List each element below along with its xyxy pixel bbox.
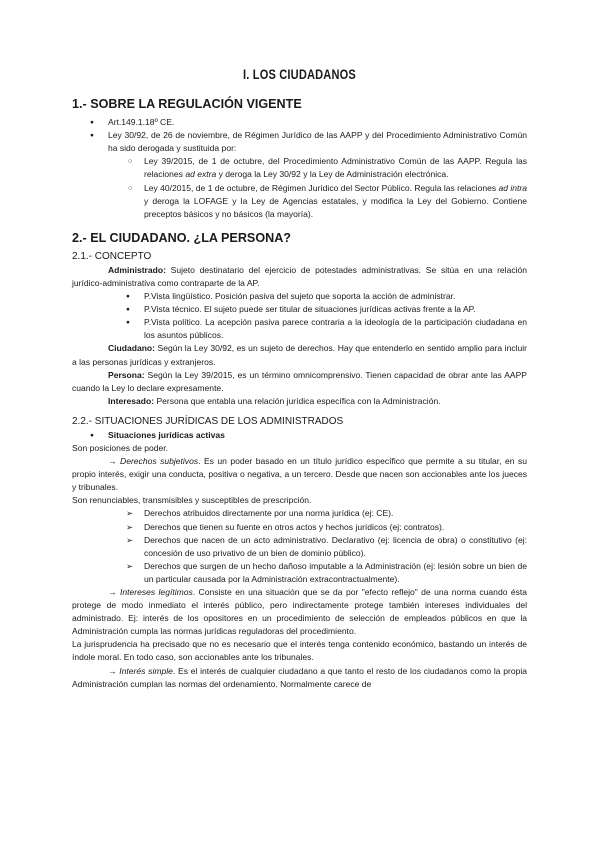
text: . Es el interés de cualquier ciudadano a que tanto el resto de los ciudadanos como la propia Administración cumplan las normas del ordenamiento. Normalmente carece de (72, 665, 527, 689)
subsection-2-1-heading: 2.1.- CONCEPTO (72, 250, 152, 262)
document-title: I. LOS CIUDADANOS (243, 67, 356, 82)
term-label: Administrado: (108, 264, 166, 275)
paragraph-interesado (72, 395, 527, 408)
bold-text: Situaciones jurídicas activas (108, 429, 225, 440)
list-item: ● P.Vista lingüístico. Posición pasiva del sujeto que soporta la acción de administrar. (144, 290, 527, 303)
term-label: Persona: (108, 369, 145, 380)
paragraph-interes-simple (72, 665, 527, 691)
text: Según la Ley 39/2015, es un término omnicomprensivo. Tienen capacidad de obrar ante las AAPP cuando la Ley lo declare expresamente. (72, 369, 527, 393)
list-item (144, 182, 527, 221)
italic-text: ad extra (185, 169, 217, 180)
rights-list (72, 507, 527, 586)
text: y deroga la Ley 30/92 y la Ley de Administración electrónica. (216, 169, 449, 180)
active-situations-list (72, 429, 527, 442)
text: Persona que entabla una relación jurídica específica con la Administración. (154, 395, 441, 406)
viewpoints-list (72, 290, 527, 342)
text: . Consiste en una situación que se da por "efecto reflejo" de una norma cuando ésta protege de modo inmediato el interés público, pero indirectamente protege también intereses individuales del administrado. Ej: interés de los opositores en un procedimiento de selección de empleados públicos en que la Administración cumpla las normas jurídicas reguladoras del procedimiento. (72, 587, 528, 637)
paragraph-administrado (72, 264, 527, 290)
italic-term: Derechos subjetivos (120, 456, 199, 467)
list-item: ➢ Derechos que nacen de un acto administrativo. Declarativo (ej: licencia de obra) o constitutivo (ej: concesión de uso privativo de un bien de dominio público). (144, 534, 527, 560)
list-item: ➢ Derechos que tienen su fuente en otros actos y hechos jurídicos (ej: contratos). (144, 521, 527, 534)
list-item (108, 129, 527, 155)
text: Ley 40/2015, de 1 de octubre, de Régimen Jurídico del Sector Público. Regula las relaciones (144, 182, 499, 193)
paragraph-persona (72, 369, 527, 395)
list-item: ● P.Vista político. La acepción pasiva parece contraria a la ideología de la participación ciudadana en los asuntos públicos. (144, 316, 527, 342)
arrow-icon: → (108, 587, 120, 597)
term-label: Ciudadano: (108, 343, 156, 354)
paragraph-jurisprudencia: La jurisprudencia ha precisado que no es necesario que el interés tenga contenido económico, bastando un interés de índole moral. En todo caso, son accionables ante los tribunales. (72, 639, 527, 663)
text: Ley 39/2015, de 1 de octubre, del Procedimiento Administrativo Común de las AAPP. Regula las relaciones (144, 156, 527, 180)
italic-text: ad intra (498, 182, 527, 193)
text: Sujeto destinatario del ejercicio de potestades administrativas. Se sitúa en una relación jurídico-administrativa como contraparte de la AP. (72, 264, 527, 288)
list-item (144, 155, 527, 181)
list-item-text: Ley 30/92, de 26 de noviembre, de Régimen Jurídico de las AAPP y del Procedimiento Administrativo Común ha sido derogada y sustituida por: (108, 130, 527, 154)
paragraph-ciudadano (72, 342, 527, 368)
subsection-2-2-heading: 2.2.- SITUACIONES JURÍDICAS DE LOS ADMINISTRADOS (72, 415, 344, 427)
section-1-heading: 1.- SOBRE LA REGULACIÓN VIGENTE (72, 97, 302, 112)
list-item (108, 429, 527, 442)
text: Según la Ley 30/92, es un sujeto de derechos. Hay que entenderlo en sentido amplio para incluir a las personas jurídicas y extranjeros. (72, 343, 527, 367)
text: . Es un poder basado en un título jurídico específico que permite a su titular, en su propio interés, exigir una conducta, positiva o negativa, a un tercero. Desde que nacen son accionables ante los jueces y tribunales. (72, 456, 528, 493)
laws-sublist (72, 155, 527, 220)
arrow-icon: → (108, 456, 121, 467)
text: y deroga la LOFAGE y la Ley de Agencias estatales, y modifica la Ley del Gobierno. Contiene preceptos básicos y no básicos (la mayoría). (144, 195, 527, 219)
list-item: ➢ Derechos atribuidos directamente por una norma jurídica (ej: CE). (144, 507, 527, 520)
paragraph-posiciones: Son posiciones de poder. (72, 442, 168, 453)
section-2-heading: 2.- EL CIUDADANO. ¿LA PERSONA? (72, 230, 292, 245)
section-1-list (72, 116, 527, 155)
arrow-icon: → (108, 665, 120, 676)
list-item: ● Art.149.1.18º CE. (108, 116, 527, 129)
list-item: ➢ Derechos que surgen de un hecho dañoso imputable a la Administración (ej: lesión sobre un bien de un particular causada por la Administración extracontractualmente). (144, 560, 527, 586)
term-label: Interesado: (108, 395, 155, 406)
italic-term: Interés simple (119, 665, 173, 676)
list-item: ● P.Vista técnico. El sujeto puede ser titular de situaciones jurídicas activas frente a la AP. (144, 303, 527, 316)
paragraph-renunciables: Son renunciables, transmisibles y susceptibles de prescripción. (72, 495, 312, 506)
document-page (72, 68, 527, 691)
paragraph-intereses-legitimos (72, 586, 527, 638)
paragraph-derechos-subjetivos (72, 455, 527, 494)
italic-term: Intereses legítimos (119, 587, 193, 597)
